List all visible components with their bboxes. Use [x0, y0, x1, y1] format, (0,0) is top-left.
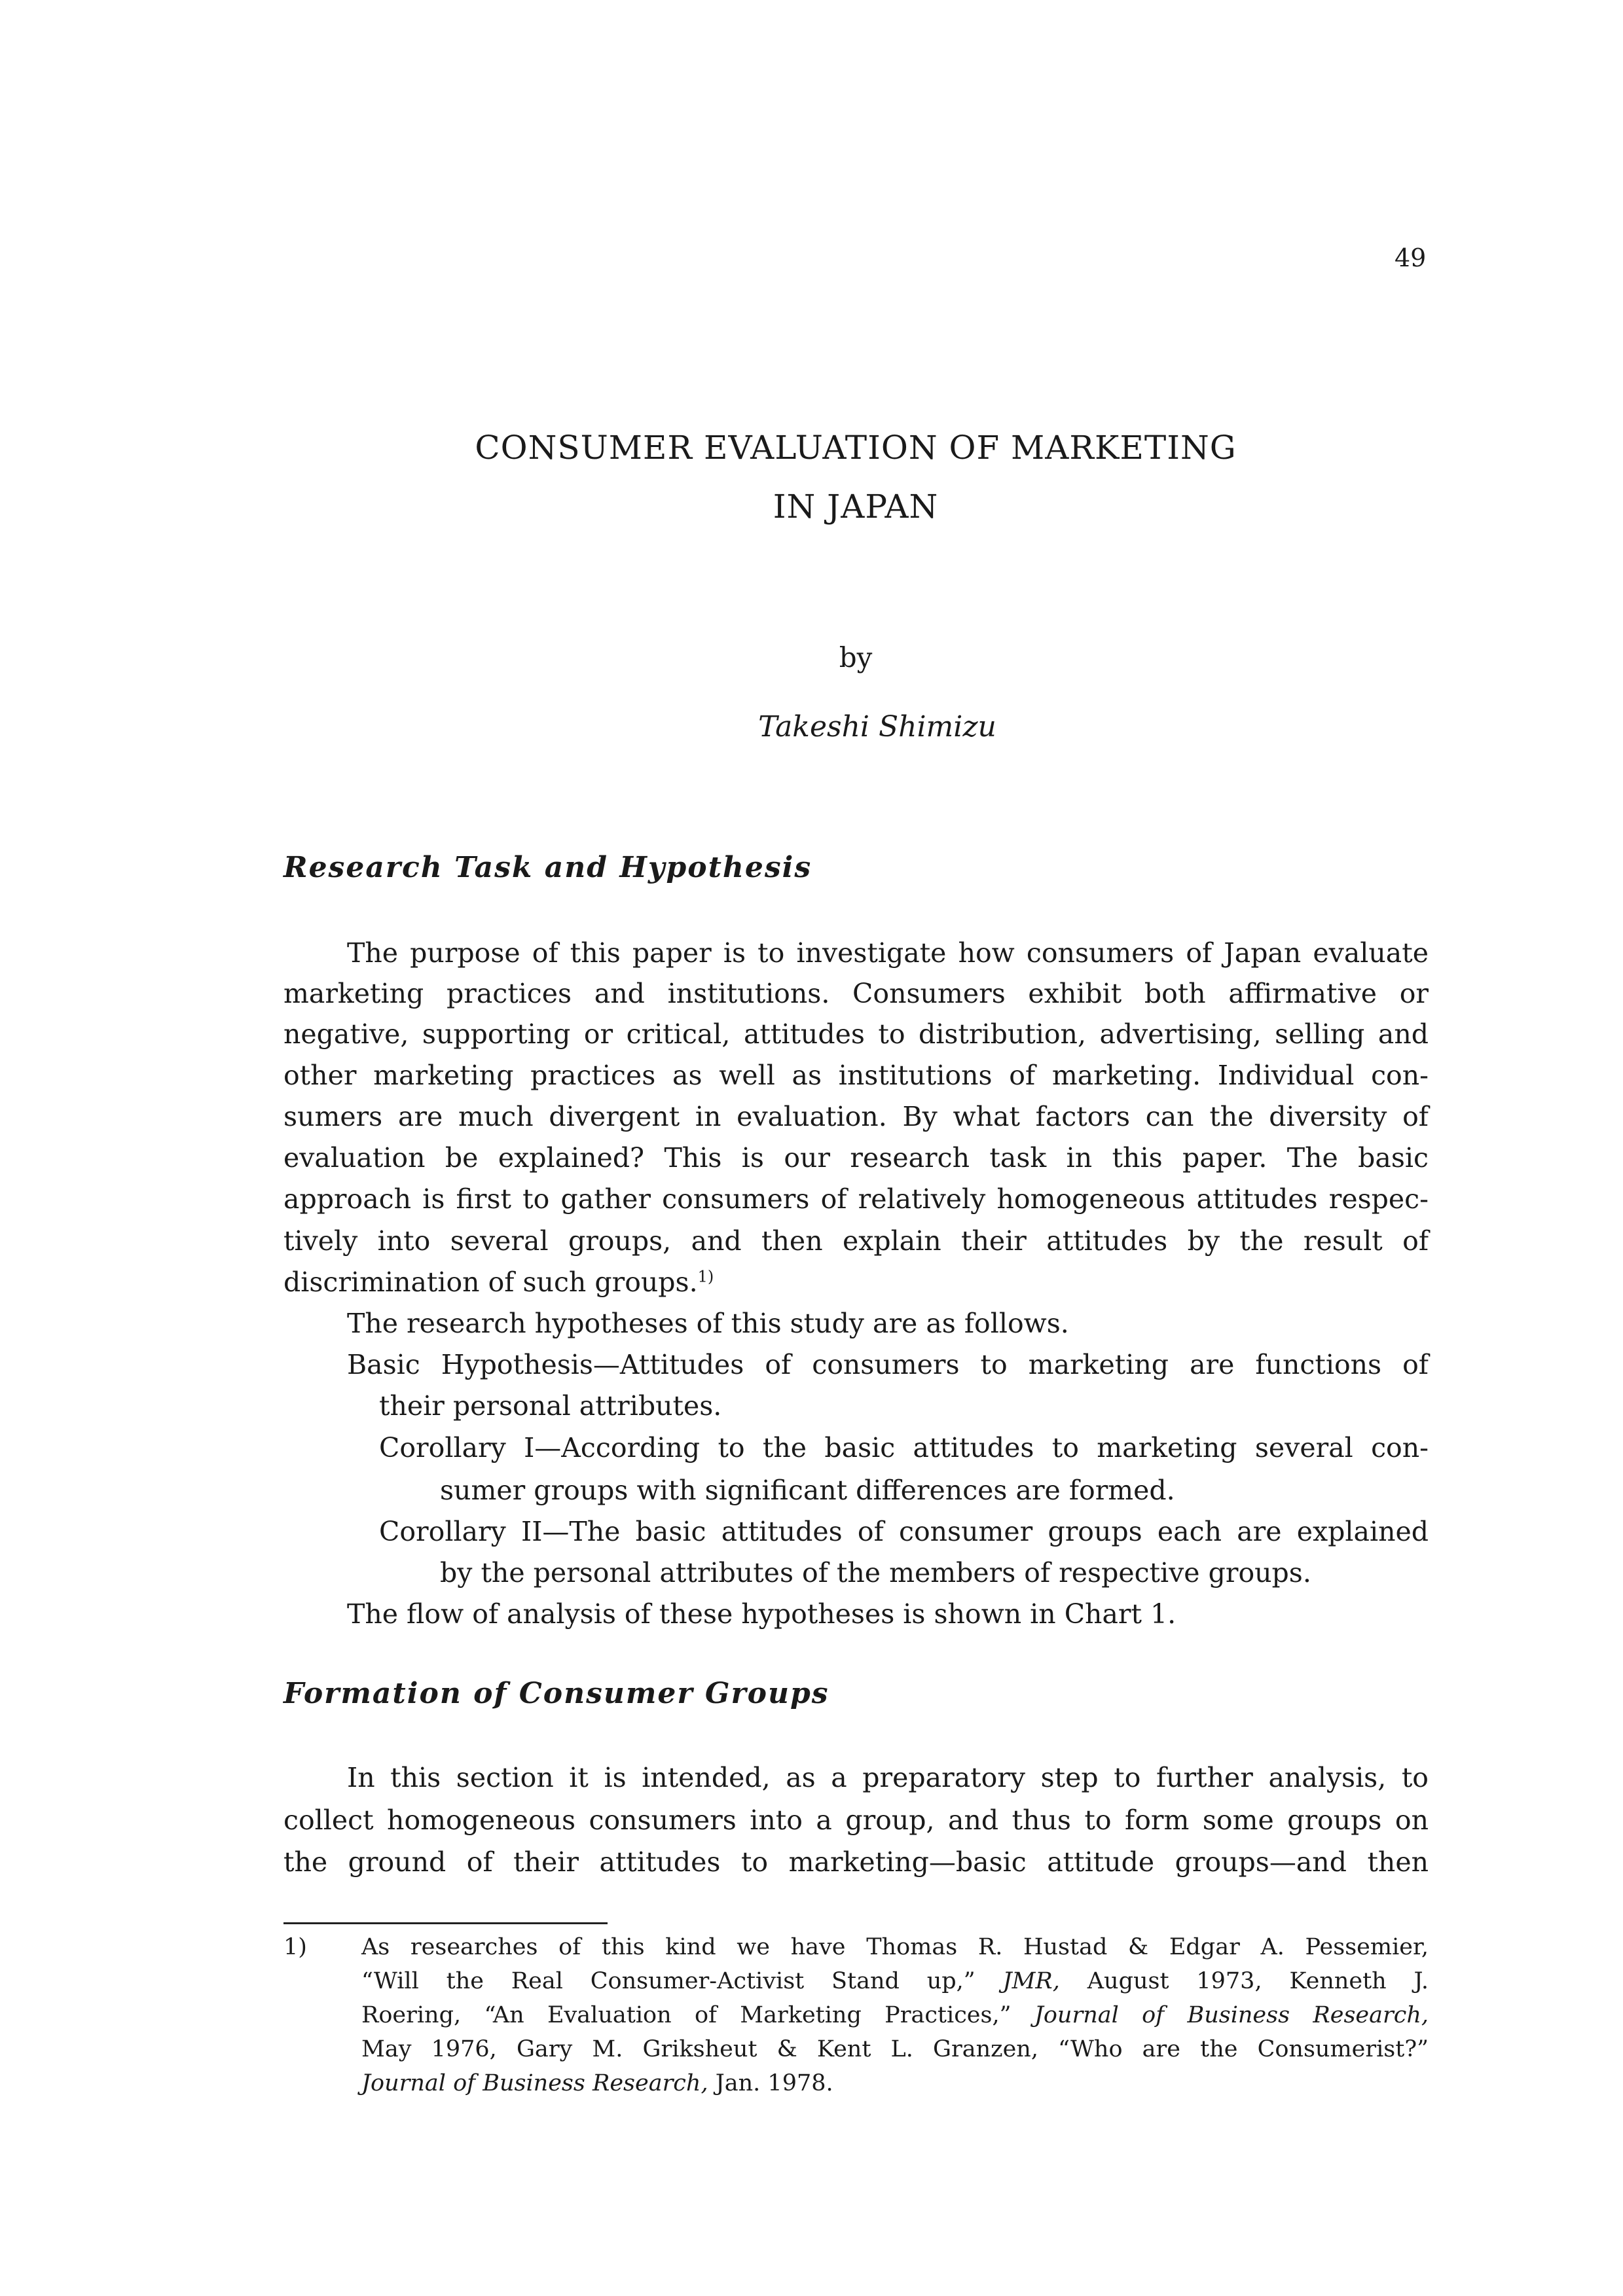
text-line: The purpose of this paper is to investigate how consumers of Japan evaluate	[347, 937, 1429, 969]
section-heading-research-task: Research Task and Hypothesis	[283, 851, 812, 884]
text-line: collect homogeneous consumers into a group, and thus to form some groups on	[283, 1804, 1429, 1836]
text-line: Corollary I—According to the basic attitudes to marketing several con-	[379, 1432, 1429, 1463]
byline: by	[839, 641, 873, 673]
text-line: sumer groups with significant differences are formed.	[440, 1475, 1175, 1506]
page-number: 49	[1395, 243, 1427, 272]
paper-title-line-1: CONSUMER EVALUATION OF MARKETING	[475, 429, 1237, 467]
footnote-line	[361, 1964, 1429, 1998]
text-line: Corollary II—The basic attitudes of consumer groups each are explained	[379, 1516, 1429, 1547]
text-line: sumers are much divergent in evaluation. By what factors can the diversity of	[283, 1101, 1429, 1132]
footnote-divider	[283, 1922, 608, 1924]
paper-title-line-2: IN JAPAN	[773, 488, 939, 526]
text-line: The research hypotheses of this study are as follows.	[347, 1308, 1069, 1339]
text: August 1973, Kenneth J.	[1087, 1968, 1429, 1994]
footnote-line: As researches of this kind we have Thomas R. Hustad & Edgar A. Pessemier,	[361, 1934, 1429, 1960]
text-line: their personal attributes.	[379, 1390, 722, 1422]
journal-title: JMR,	[1002, 1968, 1060, 1994]
journal-title: Journal of Business Research,	[361, 2070, 708, 2096]
text-line: marketing practices and institutions. Consumers exhibit both affirmative or	[283, 978, 1429, 1009]
text: “Will the Real Consumer-Activist Stand up,”	[361, 1968, 976, 1994]
text-line: The flow of analysis of these hypotheses is shown in Chart 1.	[347, 1598, 1176, 1630]
journal-title: Journal of Business Research,	[1034, 2002, 1429, 2028]
text-line: other marketing practices as well as institutions of marketing. Individual con-	[283, 1060, 1429, 1091]
section-heading-formation: Formation of Consumer Groups	[283, 1677, 830, 1710]
footnote-line	[361, 1998, 1429, 2032]
text-line: by the personal attributes of the members of respective groups.	[440, 1557, 1311, 1588]
text: Roering, “An Evaluation of Marketing Practices,”	[361, 2002, 1012, 2028]
text-line: tively into several groups, and then explain their attitudes by the result of	[283, 1225, 1429, 1257]
author-name: Takeshi Shimizu	[758, 710, 996, 744]
text: Jan. 1978.	[715, 2070, 833, 2096]
text-line: evaluation be explained? This is our research task in this paper. The basic	[283, 1142, 1429, 1174]
text-line	[283, 1262, 1429, 1302]
text: discrimination of such groups.	[283, 1266, 698, 1298]
footnote-line: May 1976, Gary M. Griksheut & Kent L. Granzen, “Who are the Consumerist?”	[361, 2036, 1429, 2062]
footnote-line	[361, 2066, 1429, 2100]
text-line: approach is first to gather consumers of relatively homogeneous attitudes respec-	[283, 1183, 1429, 1215]
text-line: the ground of their attitudes to marketing—basic attitude groups—and then	[283, 1846, 1429, 1878]
text-line: In this section it is intended, as a preparatory step to further analysis, to	[347, 1762, 1429, 1793]
text-line: Basic Hypothesis—Attitudes of consumers to marketing are functions of	[347, 1349, 1429, 1380]
text-line: negative, supporting or critical, attitudes to distribution, advertising, selling and	[283, 1018, 1429, 1050]
footnote-number: 1)	[283, 1934, 307, 1960]
footnote-reference[interactable]: 1)	[697, 1267, 714, 1286]
